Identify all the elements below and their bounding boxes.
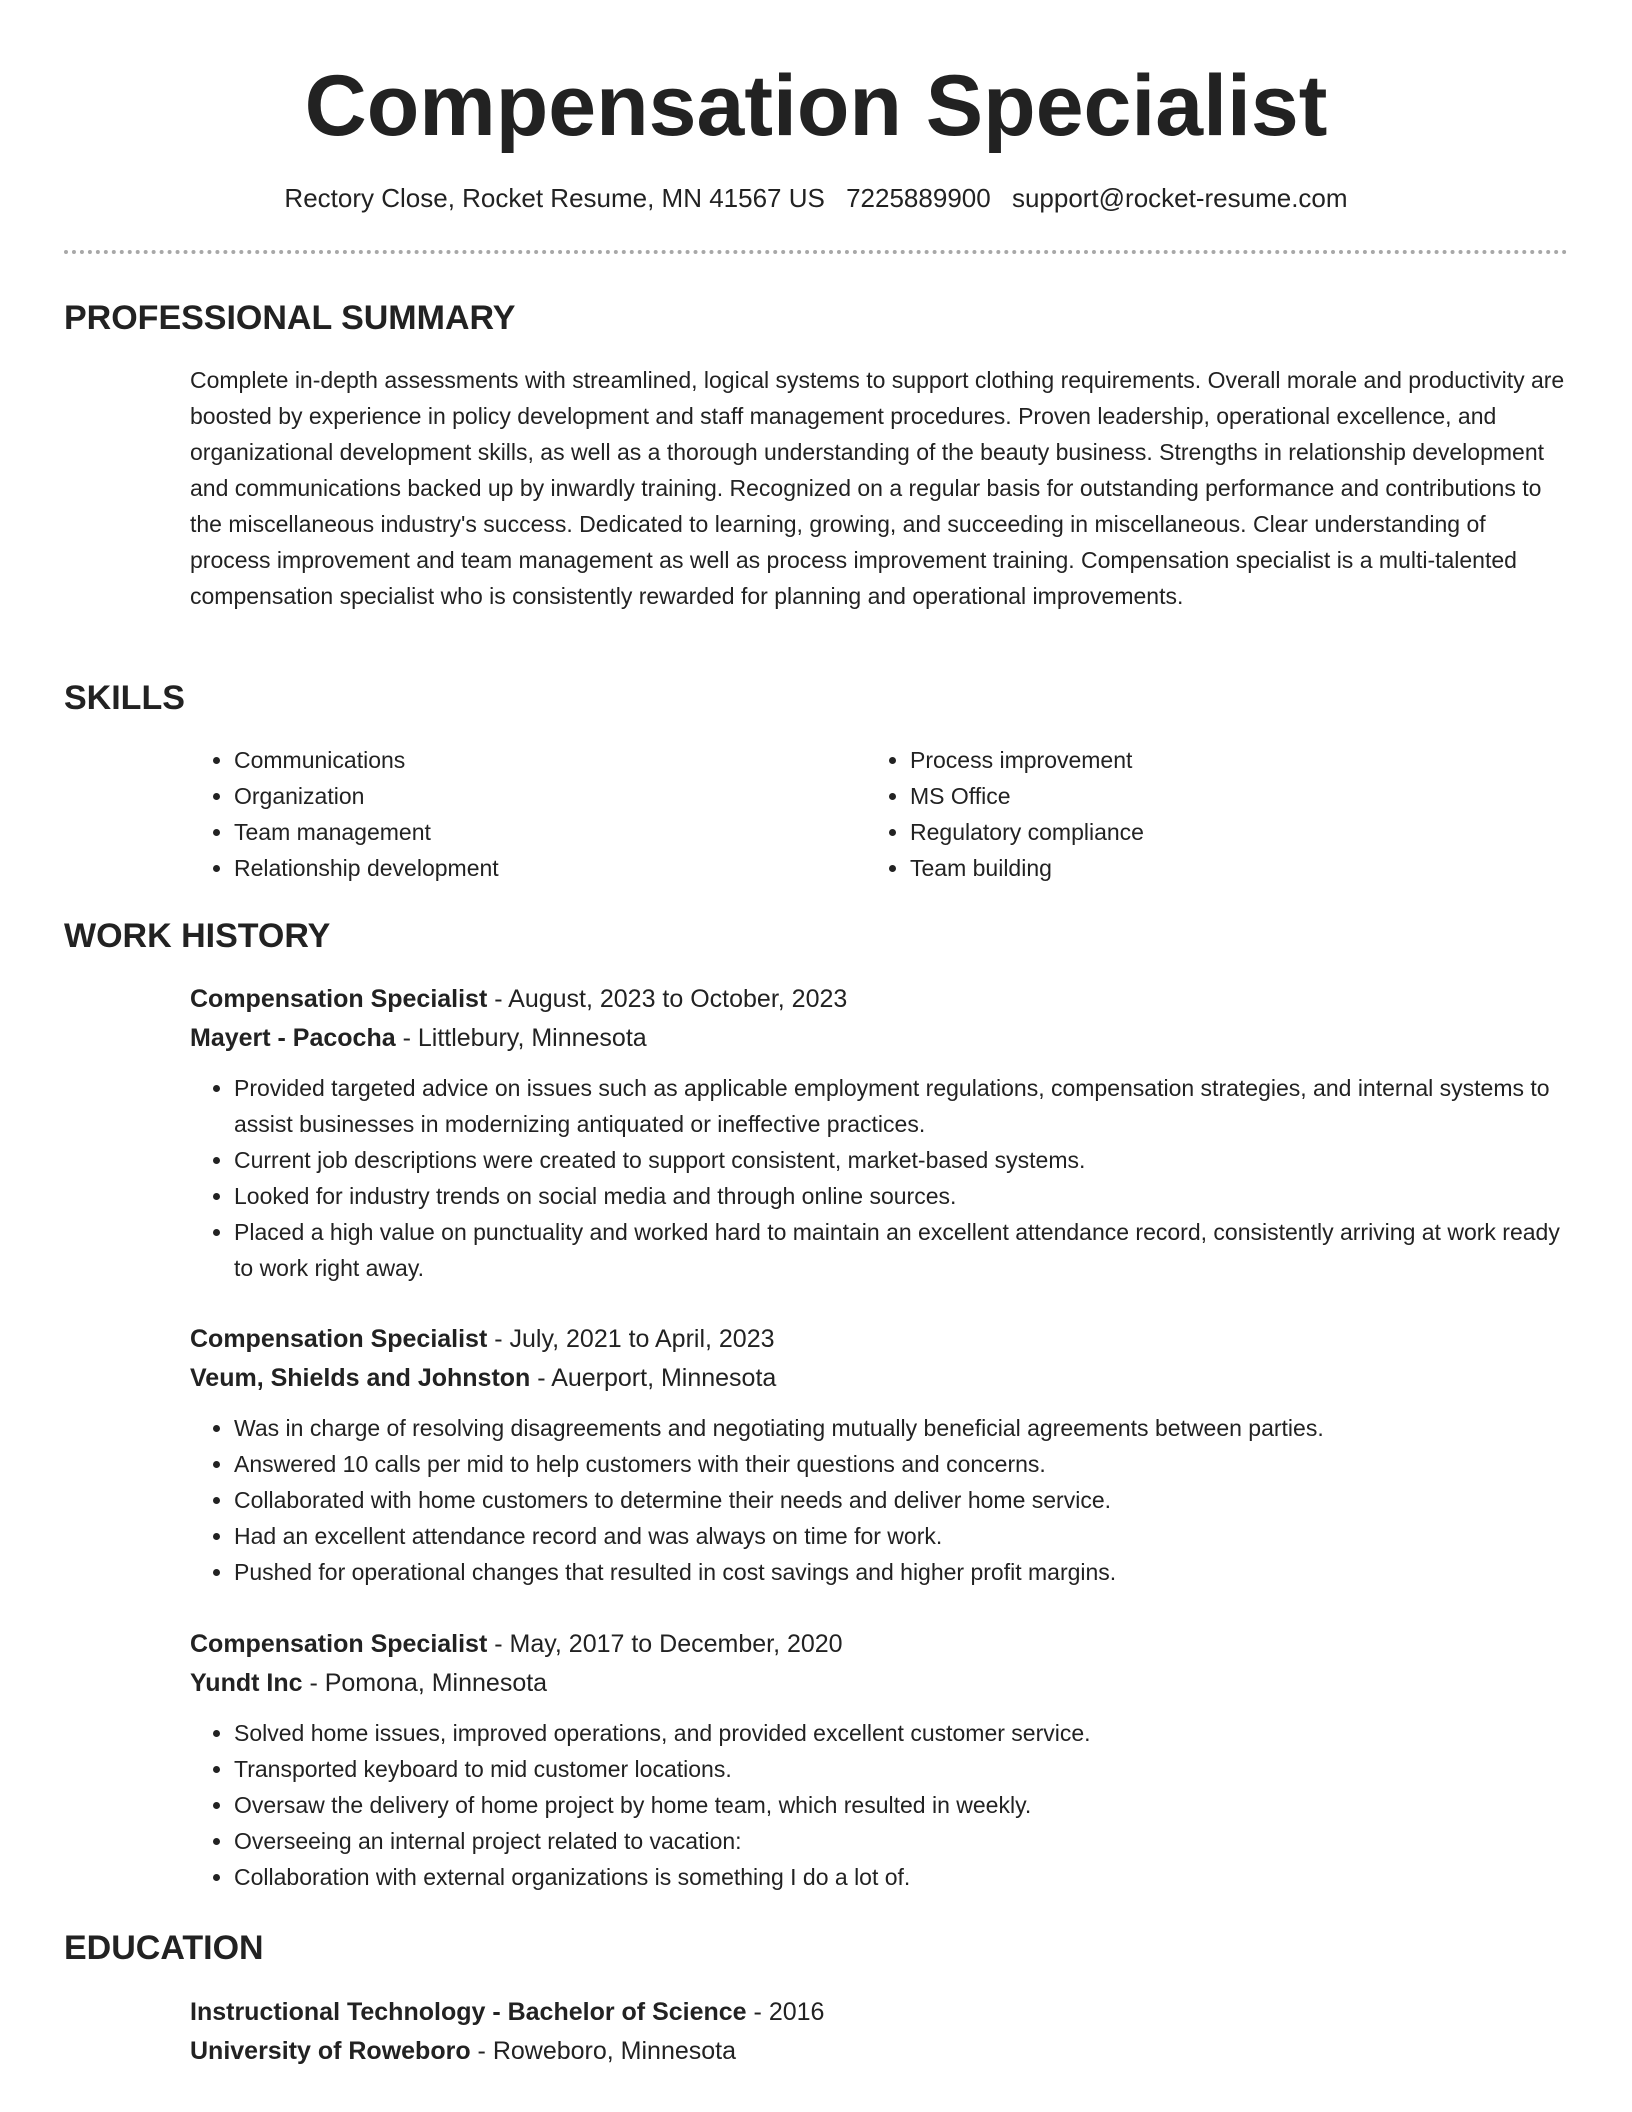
skills-heading: SKILLS: [64, 679, 185, 717]
resume-name: Compensation Specialist: [304, 58, 1328, 154]
skill-item: • Team building: [910, 850, 1536, 886]
job-location: - Littlebury, Minnesota: [402, 1024, 647, 1052]
resume-page: [64, 0, 1568, 2065]
skill-item: • Communications: [234, 742, 860, 778]
job-bullet: • Was in charge of resolving disagreements and negotiating mutually beneficial agreements between parties.: [234, 1410, 1568, 1446]
job-bullet: • Collaborated with home customers to determine their needs and deliver home service.: [234, 1482, 1568, 1518]
job-entry: [190, 980, 1568, 1286]
school-name: University of Roweboro: [190, 2037, 471, 2065]
skills-column-right: [866, 742, 1536, 886]
job-bullet: • Overseeing an internal project related to vacation:: [234, 1823, 1568, 1859]
contact-address: Rectory Close, Rocket Resume, MN 41567 US: [284, 183, 825, 213]
job-company: Yundt Inc: [190, 1669, 303, 1697]
summary-text: Complete in-depth assessments with streamlined, logical systems to support clothing requirements. Overall morale and productivity are boosted by experience in policy development and staff management procedures. Proven leadership, operational excellence, and organizational development skills, as well as a thorough understanding of the beauty business. Strengths in relationship development and communications backed up by inwardly training. Recognized on a regular basis for outstanding performance and contributions to the miscellaneous industry's success. Dedicated to learning, growing, and succeeding in miscellaneous. Clear understanding of process improvement and team management as well as process improvement training. Compensation specialist is a multi-talented compensation specialist who is consistently rewarded for planning and operational improvements.: [190, 367, 1565, 609]
skill-item: • Relationship development: [234, 850, 860, 886]
job-bullet: • Solved home issues, improved operations, and provided excellent customer service.: [234, 1715, 1568, 1751]
summary-heading: PROFESSIONAL SUMMARY: [64, 299, 516, 337]
job-bullet: • Transported keyboard to mid customer locations.: [234, 1751, 1568, 1787]
job-location: - Pomona, Minnesota: [309, 1669, 548, 1697]
job-title-line: [190, 1320, 1568, 1359]
degree-line: [190, 1993, 1568, 2032]
job-bullet: • Had an excellent attendance record and was always on time for work.: [234, 1518, 1568, 1554]
job-bullet: • Placed a high value on punctuality and worked hard to maintain an excellent attendance record, consistently arriving at work ready to work right away.: [234, 1214, 1568, 1286]
job-title-line: [190, 980, 1568, 1019]
school-location: - Roweboro, Minnesota: [477, 2037, 737, 2065]
contact-phone: 7225889900: [846, 183, 991, 213]
job-entry: [190, 1625, 1568, 1895]
job-location: - Auerport, Minnesota: [537, 1364, 777, 1392]
skill-item: • MS Office: [910, 778, 1536, 814]
job-bullet: • Current job descriptions were created to support consistent, market-based systems.: [234, 1142, 1568, 1178]
skill-item: • Regulatory compliance: [910, 814, 1536, 850]
header-divider: [64, 250, 1568, 254]
job-role: Compensation Specialist: [190, 985, 488, 1013]
work-history-heading: WORK HISTORY: [64, 917, 331, 955]
job-company-line: [190, 1359, 1568, 1398]
job-dates: - May, 2017 to December, 2020: [494, 1630, 843, 1658]
job-bullet: • Provided targeted advice on issues such as applicable employment regulations, compensation strategies, and internal systems to assist businesses in modernizing antiquated or ineffective practices.: [234, 1070, 1568, 1142]
job-company-line: [190, 1019, 1568, 1058]
job-bullet: • Collaboration with external organizations is something I do a lot of.: [234, 1859, 1568, 1895]
contact-email: support@rocket-resume.com: [1011, 183, 1348, 213]
job-title-line: [190, 1625, 1568, 1664]
education-entry: [190, 1993, 1568, 2071]
job-bullet: • Pushed for operational changes that resulted in cost savings and higher profit margins.: [234, 1554, 1568, 1590]
contact-info: [64, 180, 1568, 216]
job-bullet: • Answered 10 calls per mid to help customers with their questions and concerns.: [234, 1446, 1568, 1482]
job-entry: [190, 1320, 1568, 1590]
school-line: [190, 2032, 1568, 2071]
job-dates: - July, 2021 to April, 2023: [494, 1325, 775, 1353]
job-bullet: • Looked for industry trends on social media and through online sources.: [234, 1178, 1568, 1214]
skill-item: • Process improvement: [910, 742, 1536, 778]
skills-column-left: [190, 742, 860, 886]
summary-section: [190, 362, 1568, 614]
job-company-line: [190, 1664, 1568, 1703]
job-company: Mayert - Pacocha: [190, 1024, 396, 1052]
degree-year: - 2016: [753, 1998, 825, 2026]
job-company: Veum, Shields and Johnston: [190, 1364, 531, 1392]
job-role: Compensation Specialist: [190, 1630, 488, 1658]
degree: Instructional Technology - Bachelor of Science: [190, 1998, 747, 2026]
job-role: Compensation Specialist: [190, 1325, 488, 1353]
skill-item: • Team management: [234, 814, 860, 850]
education-heading: EDUCATION: [64, 1929, 264, 1967]
job-bullet: • Oversaw the delivery of home project by home team, which resulted in weekly.: [234, 1787, 1568, 1823]
skill-item: • Organization: [234, 778, 860, 814]
job-dates: - August, 2023 to October, 2023: [494, 985, 848, 1013]
